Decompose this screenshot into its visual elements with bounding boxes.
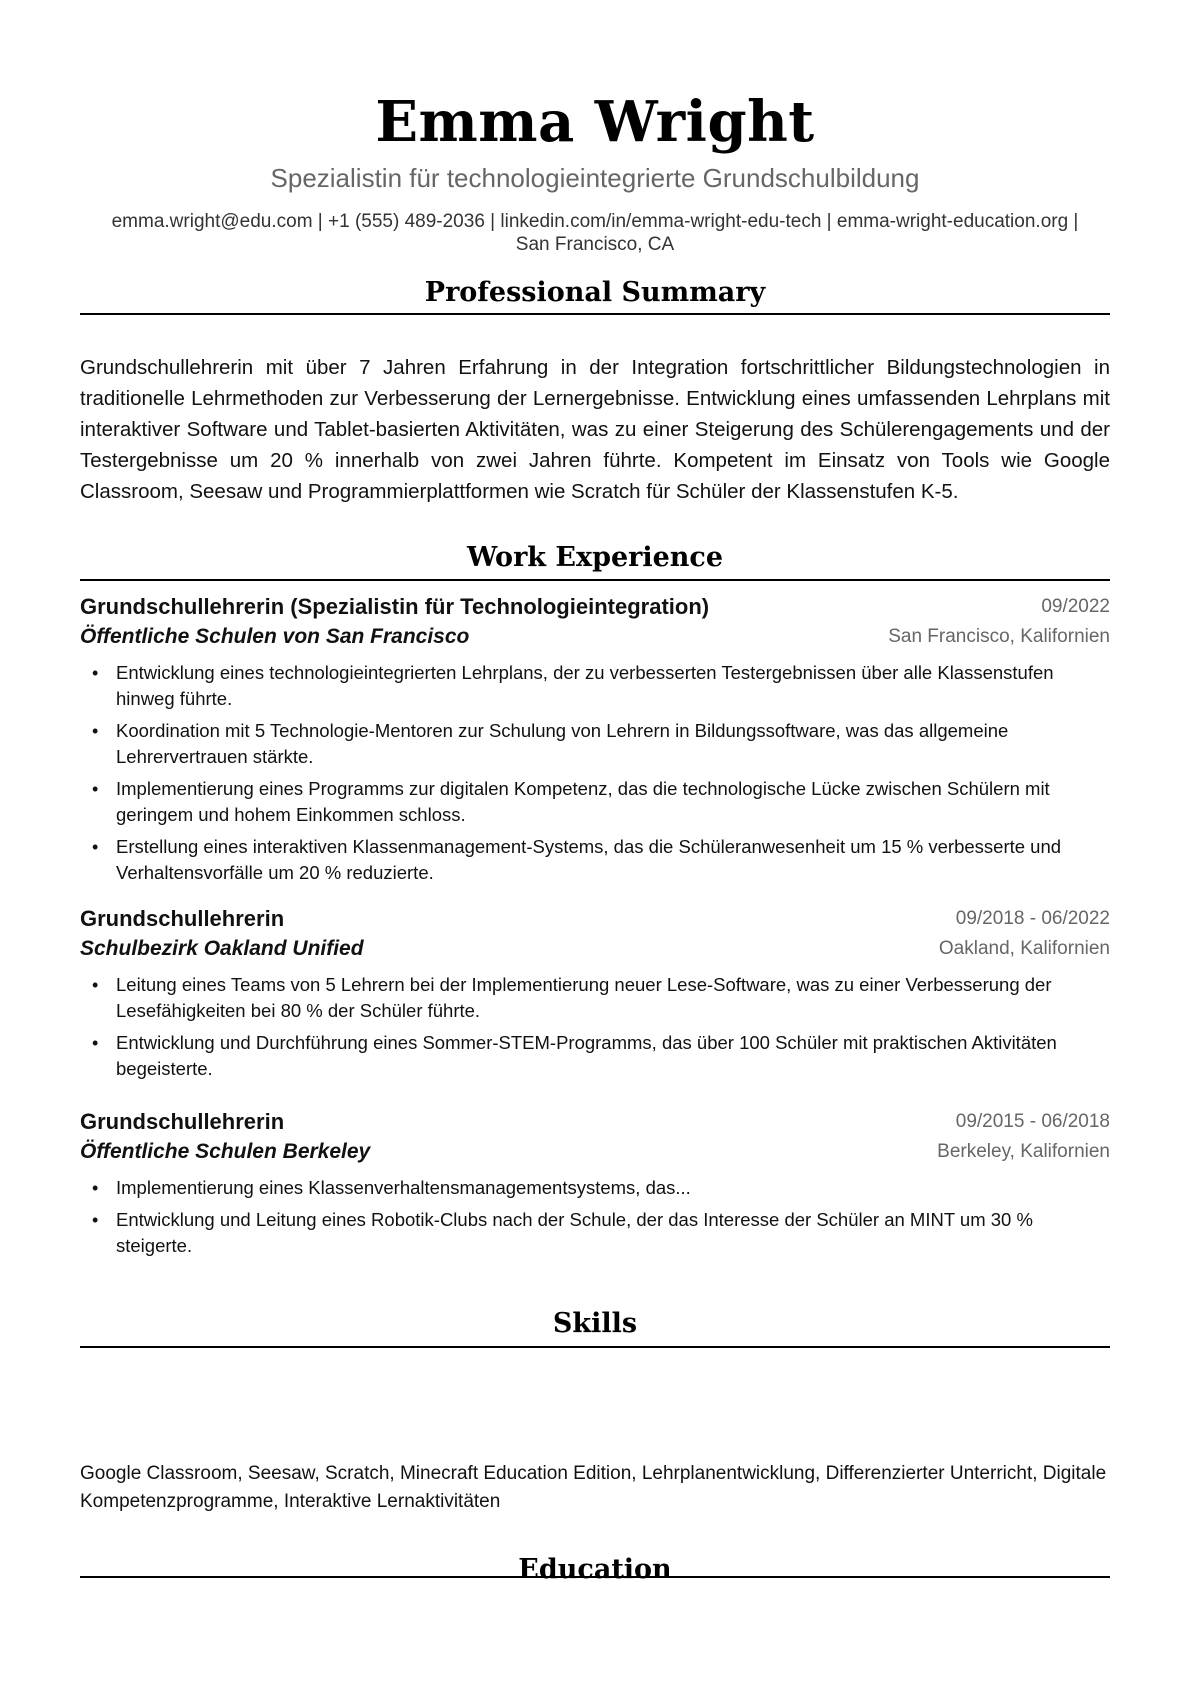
job-date: 09/2018 - 06/2022 [955,908,1110,929]
job-subheader [80,934,1110,964]
contact-line: emma.wright@edu.com | +1 (555) 489-2036 | linkedin.com/in/emma-wright-edu-tech | emma-wright-education.org | [111,211,1079,232]
list-item: • Entwicklung und Durchführung eines Sommer-STEM-Programms, das über 100 Schüler mit praktischen Aktivitäten begeisterte. [80,1030,1110,1082]
section-divider [80,579,1110,581]
list-item: • Leitung eines Teams von 5 Lehrern bei der Implementierung neuer Lese-Software, was zu einer Verbesserung der Lesefähigkeiten bei 80 % der Schüler führte. [80,972,1110,1024]
job-company: Öffentliche Schulen von San Francisco [80,625,470,648]
job-bullets [80,660,1110,886]
contact-info [80,210,1110,256]
job-location: Berkeley, Kalifornien [937,1141,1110,1162]
resume-page [80,0,1110,1683]
job-entry [80,592,1110,892]
section-title-education: Education [518,1554,672,1585]
job-subheader [80,1137,1110,1167]
job-location: San Francisco, Kalifornien [888,626,1110,647]
contact-location: San Francisco, CA [515,234,675,255]
list-item: • Implementierung eines Programms zur digitalen Kompetenz, das die technologische Lücke zwischen Schülern mit geringem und hohem Einkommen schloss. [80,776,1110,828]
job-header [80,592,1110,622]
list-item: • Entwicklung und Leitung eines Robotik-Clubs nach der Schule, der das Interesse der Schüler an MINT um 30 % steigerte. [80,1207,1110,1259]
job-date: 09/2022 [1041,596,1110,617]
job-company: Öffentliche Schulen Berkeley [80,1140,371,1163]
candidate-headline: Spezialistin für technologieintegrierte Grundschulbildung [270,163,920,193]
list-item: • Implementierung eines Klassenverhaltensmanagementsystems, das... [80,1175,1110,1201]
job-header [80,1107,1110,1137]
job-bullets [80,1175,1110,1259]
section-title-experience: Work Experience [466,542,724,573]
job-subheader [80,622,1110,652]
summary-text: Grundschullehrerin mit über 7 Jahren Erfahrung in der Integration fortschrittlicher Bildungstechnologien in traditionelle Lehrmethoden zur Verbesserung der Lernergebnisse. Entwicklung eines umfassenden Lehrplans mit interaktiver Software und Tablet-basierten Aktivitäten, was zu einer Steigerung des Schülerengagements und der Testergebnisse um 20 % innerhalb von zwei Jahren führte. Kompetent im Einsatz von Tools wie Google Classroom, Seesaw und Programmierplattformen wie Scratch für Schüler der Klassenstufen K-5. [80,356,1110,503]
job-entry [80,1107,1110,1265]
candidate-name: Emma Wright [375,89,815,155]
section-divider [80,1346,1110,1348]
section-title-skills: Skills [552,1308,638,1339]
job-location: Oakland, Kalifornien [938,938,1110,959]
job-title: Grundschullehrerin (Spezialistin für Technologieintegration) [80,594,710,619]
job-header [80,904,1110,934]
job-title: Grundschullehrerin [80,1109,285,1134]
skills-text: Google Classroom, Seesaw, Scratch, Minecraft Education Edition, Lehrplanentwicklung, Differenzierter Unterricht, Digitale Kompetenzprogramme, Interaktive Lernaktivitäten [80,1463,1107,1512]
job-title: Grundschullehrerin [80,906,285,931]
list-item: • Entwicklung eines technologieintegrierten Lehrplans, der zu verbesserten Testergebnissen über alle Klassenstufen hinweg führte. [80,660,1110,712]
section-title-summary: Professional Summary [424,277,766,308]
job-date: 09/2015 - 06/2018 [955,1111,1110,1132]
list-item: • Koordination mit 5 Technologie-Mentoren zur Schulung von Lehrern in Bildungssoftware, was das allgemeine Lehrervertrauen stärkte. [80,718,1110,770]
job-entry [80,904,1110,1088]
job-bullets [80,972,1110,1082]
section-divider [80,1576,1110,1578]
section-divider [80,313,1110,315]
job-company: Schulbezirk Oakland Unified [80,937,364,960]
list-item: • Erstellung eines interaktiven Klassenmanagement-Systems, das die Schüleranwesenheit um 15 % verbesserte und Verhaltensvorfälle um 20 % reduzierte. [80,834,1110,886]
